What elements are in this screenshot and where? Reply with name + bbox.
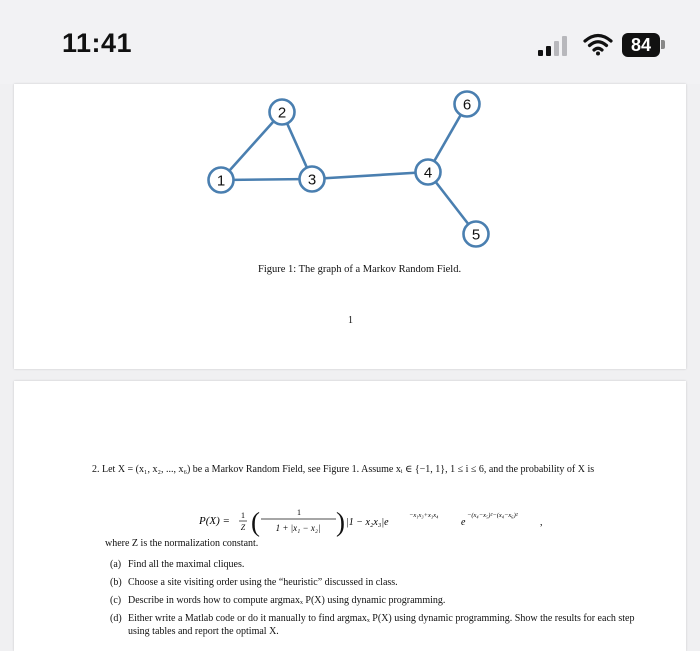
signal-bar-1 (538, 50, 543, 56)
formula-inner-num: 1 (297, 508, 301, 517)
normalization-note: where Z is the normalization constant. (105, 538, 259, 549)
formula-exp2: −(x₄−x₅)²−(x₄−x₆)² (467, 512, 518, 519)
graph-node-label: 6 (462, 96, 472, 114)
problem-number: 2. (92, 464, 100, 475)
problem-item-c (110, 595, 640, 608)
graph-node-label: 4 (423, 164, 433, 182)
item-label: (a) (110, 559, 122, 570)
problem-item-b (110, 577, 640, 590)
signal-bar-4 (562, 36, 567, 56)
formula-rest: |1 − x₂x₃|e (346, 517, 389, 528)
battery-icon: 84 (622, 33, 660, 57)
item-text: Either write a Matlab code or do it manually to find argmaxₓ P(X) using dynamic programming. Show the results for each step using tables and report the optimal X. (128, 613, 635, 637)
item-label: (b) (110, 577, 122, 588)
graph-node-1 (209, 168, 234, 193)
formula-lhs: P(X) = (199, 515, 230, 527)
cellular-signal-icon (538, 34, 574, 56)
graph-node-4 (416, 160, 441, 185)
markov-random-field-graph (14, 84, 686, 264)
status-time: 11:41 (62, 28, 133, 58)
formula-left-paren: ( (251, 507, 260, 537)
problem-statement (92, 464, 637, 477)
signal-bar-3 (554, 41, 559, 56)
formula-e2: e (461, 517, 466, 528)
item-text: Find all the maximal cliques. (128, 559, 245, 570)
formula-frac-den: Z (240, 523, 246, 532)
formula-frac-num: 1 (241, 511, 245, 520)
formula-right-paren: ) (336, 507, 345, 537)
graph-edge-3-4 (312, 172, 428, 179)
document-page-2 (14, 381, 686, 651)
figure-caption: Figure 1: The graph of a Markov Random Field. (258, 264, 462, 275)
problem-item-d (110, 613, 640, 638)
graph-nodes (209, 92, 489, 247)
wifi-icon (583, 32, 613, 56)
graph-node-2 (270, 100, 295, 125)
formula-inner-den: 1 + |x₁ − x₂| (275, 523, 321, 533)
graph-node-label: 1 (216, 172, 226, 190)
graph-node-label: 5 (471, 226, 481, 244)
problem-item-a (110, 559, 640, 572)
graph-node-label: 3 (307, 171, 317, 189)
signal-bar-2 (546, 46, 551, 56)
probability-formula (199, 501, 599, 541)
formula-exp1: −x₁x₃+x₃x₄ (409, 512, 439, 519)
formula-end: , (540, 517, 543, 528)
graph-node-5 (464, 222, 489, 247)
page-number: 1 (348, 315, 353, 326)
problem-intro: Let X = (x₁, x₂, ..., x₆) be a Markov Random Field, see Figure 1. Assume xᵢ ∈ {−1, 1}, 1 ≤ i ≤ 6, and the probability of X is (102, 464, 595, 475)
item-label: (c) (110, 595, 122, 606)
graph-node-6 (455, 92, 480, 117)
problem-items (110, 559, 640, 644)
battery-tip (661, 40, 665, 49)
item-text: Describe in words how to compute argmaxₓ P(X) using dynamic programming. (128, 595, 446, 606)
status-bar (0, 0, 700, 84)
graph-node-label: 2 (277, 104, 287, 122)
graph-node-3 (300, 167, 325, 192)
item-text: Choose a site visiting order using the “heuristic” discussed in class. (128, 577, 398, 588)
document-page-1 (14, 84, 686, 369)
item-label: (d) (110, 613, 122, 624)
